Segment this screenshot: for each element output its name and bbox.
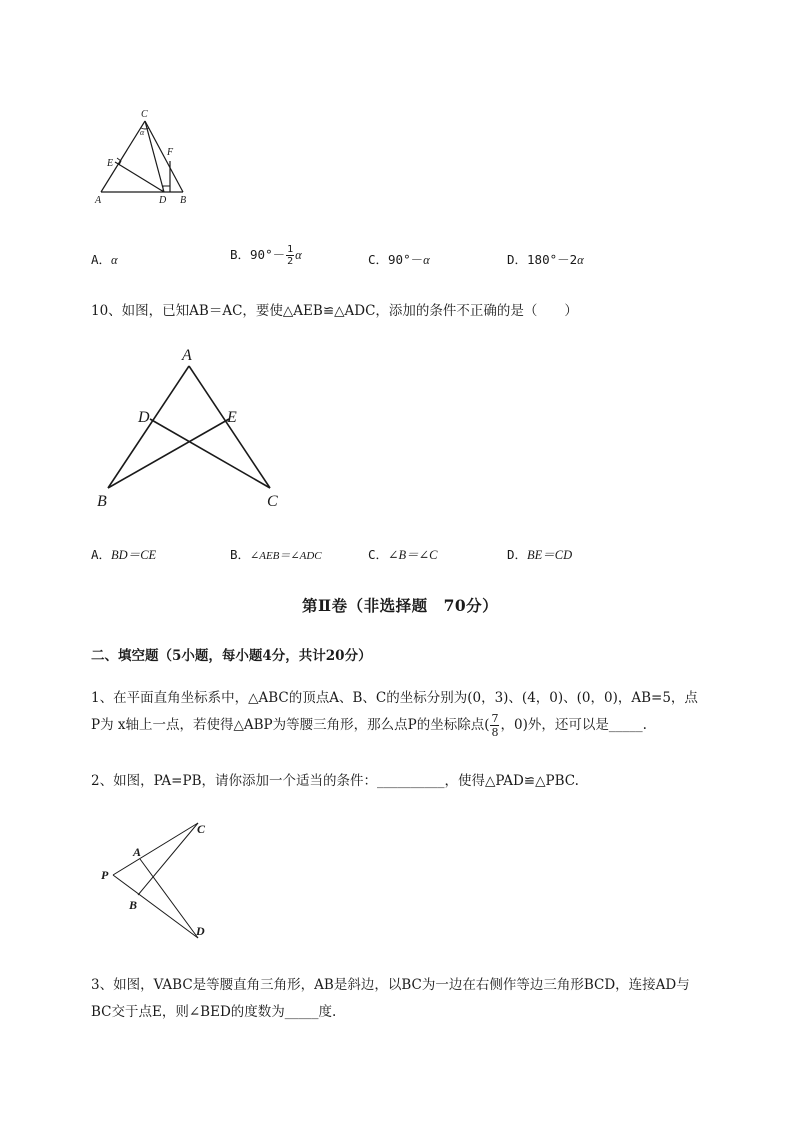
q10-option-b[interactable]: B．∠AEB＝∠ADC bbox=[230, 547, 322, 562]
q9-option-b[interactable]: B．90°－ $\frac{1}{2}$ α bbox=[230, 244, 302, 267]
label-d: D bbox=[196, 924, 205, 938]
label-alpha: α bbox=[140, 128, 145, 137]
label-c: C bbox=[267, 493, 278, 510]
label-a: A bbox=[182, 347, 192, 364]
q9-option-c[interactable]: C．90°－α bbox=[368, 252, 430, 267]
q10-option-a[interactable]: A．BD＝CE bbox=[91, 547, 157, 562]
q9-option-a[interactable]: A．α bbox=[91, 252, 118, 267]
label-b: B bbox=[180, 195, 187, 206]
figure-q10-triangle bbox=[92, 342, 292, 512]
label-a: A bbox=[95, 195, 102, 206]
figure-q9-triangle bbox=[88, 104, 198, 208]
label-p: P bbox=[101, 868, 109, 882]
fill3-line1: 3、如图，VABC是等腰直角三角形，AB是斜边，以BC为一边在右侧作等边三角形BCD，连接AD与 bbox=[91, 977, 690, 993]
label-e: E bbox=[107, 158, 114, 169]
label-d: D bbox=[159, 195, 167, 206]
fraction-seven-eighths: $\frac{7}{8}$ bbox=[491, 712, 499, 739]
label-d: D bbox=[138, 409, 150, 426]
fill2-text: 2、如图，PA=PB，请你添加一个适当的条件：__________，使得△PAD≌△PBC. bbox=[91, 773, 579, 789]
fill1-line2: P为 x轴上一点，若使得△ABP为等腰三角形，那么点P的坐标除点( $\frac{7}{8}$ ，0)外，还可以是_____. bbox=[91, 712, 647, 739]
label-f: F bbox=[167, 147, 174, 158]
q10-option-d[interactable]: D．BE＝CD bbox=[507, 547, 573, 562]
q10-option-c[interactable]: C．∠B＝∠C bbox=[368, 547, 438, 562]
label-b: B bbox=[129, 898, 138, 912]
label-c: C bbox=[197, 822, 206, 836]
label-c: C bbox=[141, 109, 148, 120]
label-a: A bbox=[133, 845, 142, 859]
fraction-half: $\frac{1}{2}$ bbox=[287, 244, 294, 267]
figure-fill2 bbox=[95, 815, 220, 943]
label-b: B bbox=[97, 493, 107, 510]
q10-stem: 10、如图，已知AB＝AC，要使△AEB≌△ADC，添加的条件不正确的是（ ） bbox=[91, 303, 578, 319]
label-e: E bbox=[227, 409, 237, 426]
q9-option-d[interactable]: D．180°－2α bbox=[507, 252, 584, 267]
fill1-line1: 1、在平面直角坐标系中，△ABC的顶点A、B、C的坐标分别为(0，3)、(4，0)、(0，0)，AB=5，点 bbox=[91, 690, 698, 706]
section-title: 第Ⅱ卷（非选择题 70分） bbox=[302, 596, 499, 615]
fill3-line2: BC交于点E，则∠BED的度数为_____度. bbox=[91, 1004, 337, 1020]
part-heading: 二、填空题（5小题，每小题4分，共计20分） bbox=[91, 648, 372, 664]
